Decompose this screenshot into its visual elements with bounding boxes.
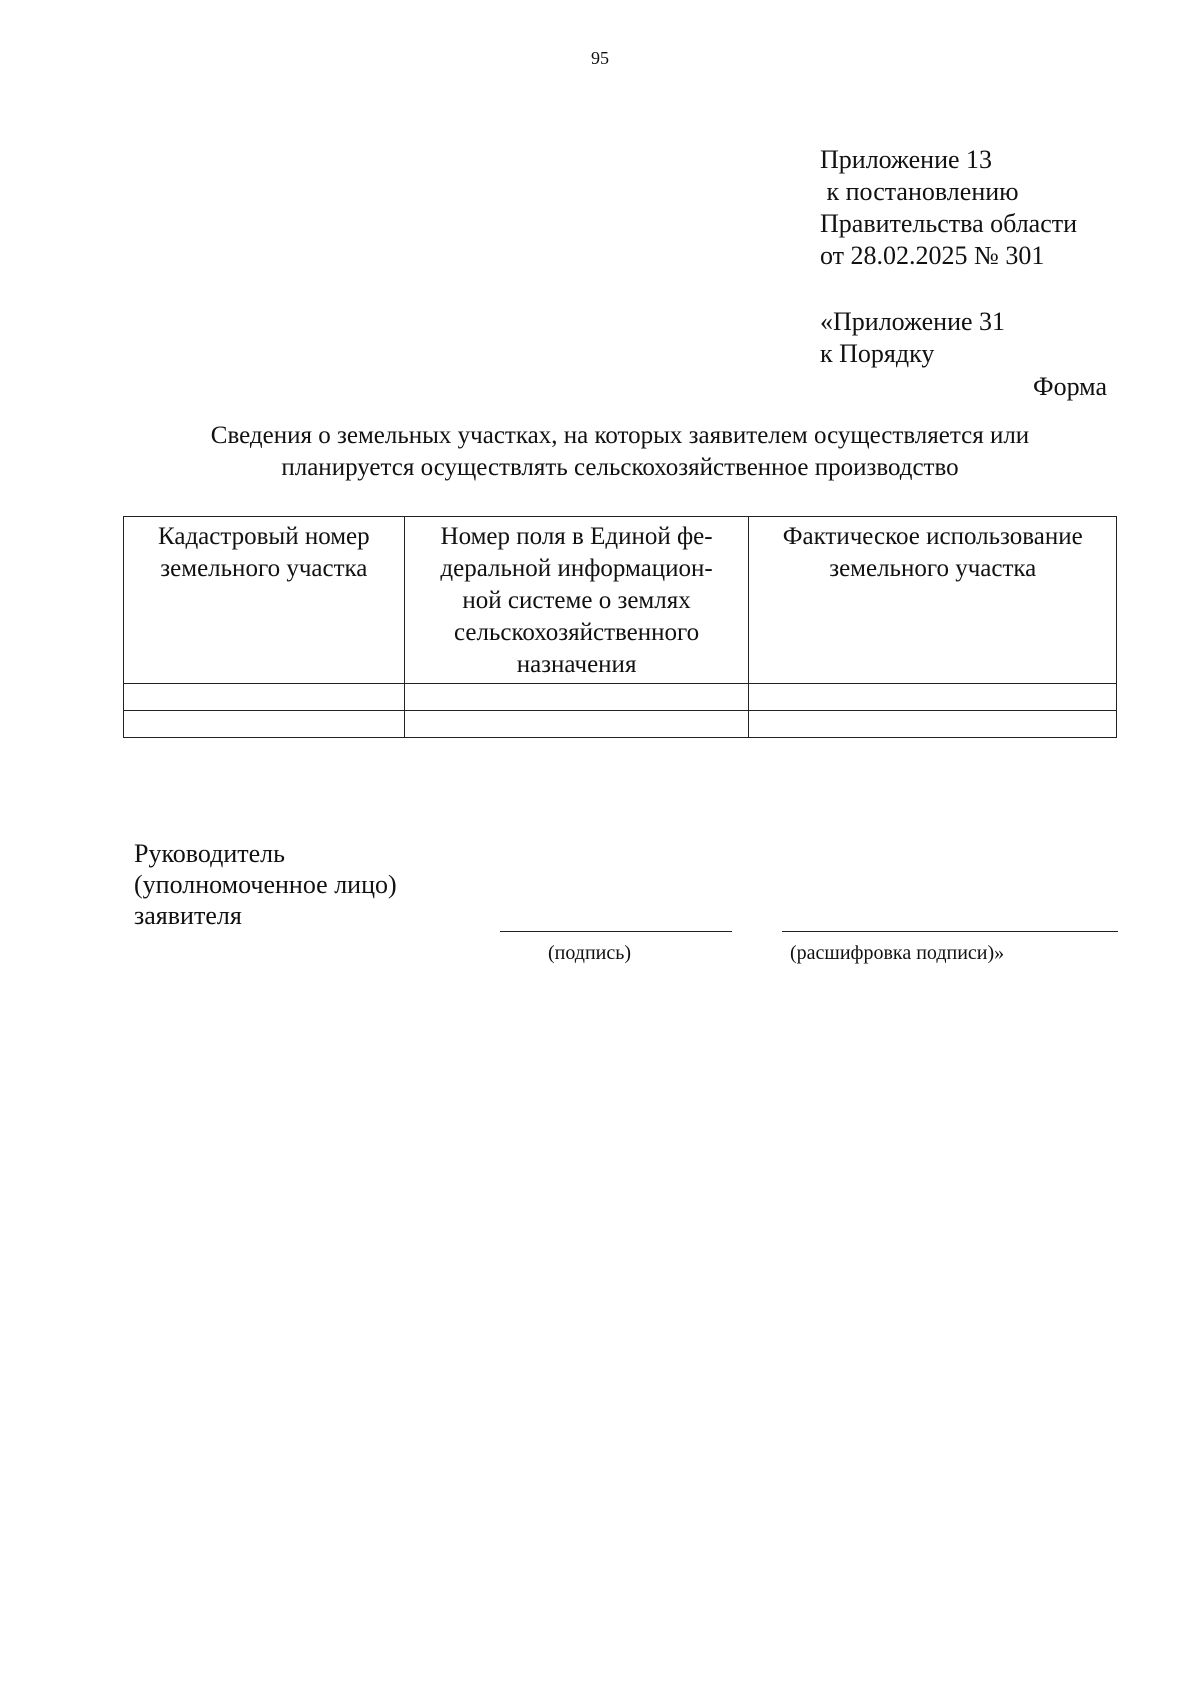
appendix-line: к постановлению [820,177,1019,206]
signature-line[interactable] [500,931,732,932]
table-cell[interactable] [404,711,749,738]
page-number: 95 [591,48,609,68]
order-appendix-line: «Приложение 31 [820,307,1006,336]
table-cell[interactable] [749,684,1117,711]
signature-caption: (подпись) [548,942,632,964]
table-cell[interactable] [749,711,1117,738]
header-cadastral-number: Кадастровый номер земельного участка [124,517,405,684]
form-label: Форма [1033,372,1107,401]
signer-line: заявителя [134,901,242,930]
table-row [124,684,1117,711]
header-actual-use: Фактическое использование земельного участка [749,517,1117,684]
signature-decode-line[interactable] [782,931,1118,932]
land-plots-table [123,516,1117,738]
title-line: планируется осуществлять сельскохозяйственное производство [281,454,959,481]
header-field-number: Номер поля в Единой фе- деральной информацион- ной системе о землях сельскохозяйственного назначения [404,517,749,684]
title-line: Сведения о земельных участках, на которых заявителем осуществляется или [210,422,1030,449]
table-cell[interactable] [404,684,749,711]
signer-line: (уполномоченное лицо) [134,870,397,899]
table-cell[interactable] [124,684,405,711]
order-appendix-line: к Порядку [820,339,935,368]
appendix-line: Приложение 13 [820,145,993,174]
signer-line: Руководитель [134,839,285,868]
signer-block [134,838,397,931]
appendix-line: от 28.02.2025 № 301 [820,241,1045,270]
appendix-line: Правительства области [820,209,1078,238]
order-appendix-reference [820,306,1005,370]
table-cell[interactable] [124,711,405,738]
document-title [60,420,1180,484]
table-row [124,711,1117,738]
signature-decode-caption: (расшифровка подписи)» [790,942,1005,964]
table-header-row [124,517,1117,684]
appendix-reference [820,144,1077,272]
